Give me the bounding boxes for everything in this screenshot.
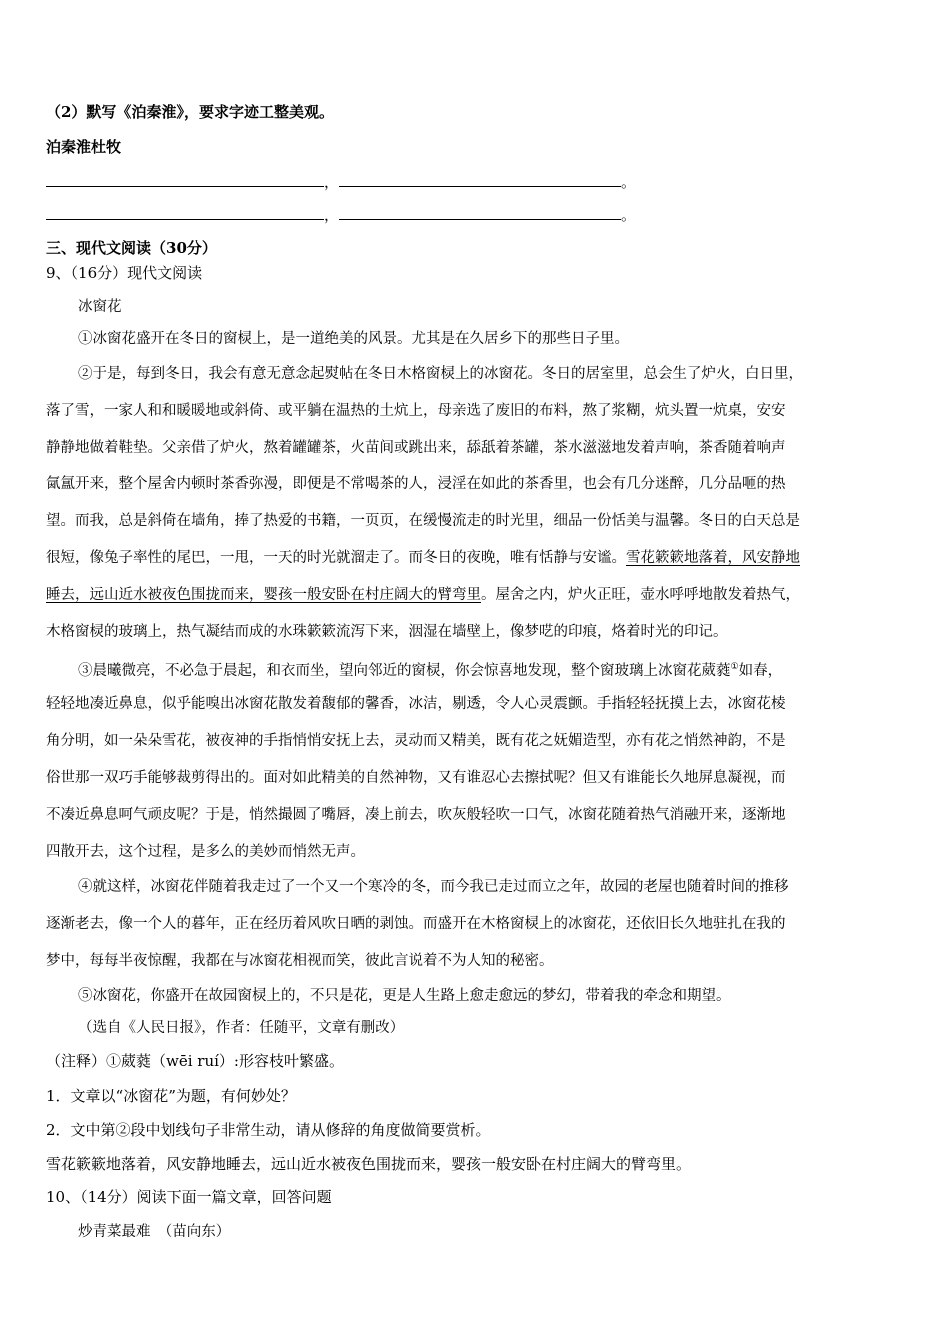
paragraph-2-line-6 xyxy=(46,548,800,568)
paragraph-4-line-1: ④就这样，冰窗花伴随着我走过了一个又一个寒冷的冬，而今我已走过而立之年，故园的老屋也随着时间的推移 xyxy=(78,879,789,895)
paragraph-3-line-3: 角分明，如一朵朵雪花，被夜神的手指悄悄安抚上去，灵动而又精美，既有花之妩媚造型，亦有花之悄然神韵，不是 xyxy=(46,733,786,749)
paragraph-3-line-4: 俗世那一双巧手能够裁剪得出的。面对如此精美的自然神物，又有谁忍心去擦拭呢？但又有谁能长久地屏息凝视，而 xyxy=(46,770,786,786)
paragraph-2-line-5: 望。而我，总是斜倚在墙角，捧了热爱的书籍，一页页，在缓慢流走的时光里，细品一份恬美与温馨。冬日的白天总是 xyxy=(46,513,800,529)
paragraph-5: ⑤冰窗花，你盛开在故园窗棂上的，不只是花，更是人生路上愈走愈远的梦幻，带着我的牵念和期望。 xyxy=(78,988,731,1004)
q9-label: 9、（16分）现代文阅读 xyxy=(46,264,203,282)
paragraph-2-line-2: 落了雪，一家人和和暖暖地或斜倚、或平躺在温热的土炕上，母亲选了废旧的布料，熬了浆糊，炕头置一炕桌，安安 xyxy=(46,403,786,419)
paragraph-4-line-2: 逐渐老去，像一个人的暮年，正在经历着风吹日晒的剥蚀。而盛开在木格窗棂上的冰窗花，还依旧长久地驻扎在我的 xyxy=(46,916,786,932)
task2-heading: （2）默写《泊秦淮》，要求字迹工整美观。 xyxy=(46,103,334,121)
underlined-sentence-part-2: 睡去，远山近水被夜色围拢而来，婴孩一般安卧在村庄阔大的臂弯里 xyxy=(46,587,481,603)
underlined-sentence-part-1: 雪花簌簌地落着，风安静地 xyxy=(626,550,800,566)
sub-question-1: 1．文章以“冰窗花”为题，有何妙处？ xyxy=(46,1087,296,1105)
paragraph-3-line-1 xyxy=(78,657,782,681)
essay-title: 冰窗花 xyxy=(78,299,122,315)
q10-essay-title: 炒青菜最难 （苗向东） xyxy=(78,1224,231,1240)
period: 。 xyxy=(621,173,637,191)
blank-1[interactable] xyxy=(46,172,324,187)
paragraph-2-line-8: 木格窗棂的玻璃上，热气凝结而成的水珠簌簌流泻下来，洇湿在墙壁上，像梦呓的印痕，烙着时光的印记。 xyxy=(46,624,728,640)
blank-3[interactable] xyxy=(46,205,324,220)
footnote: （注释）①葳蕤（wēi ruí）:形容枝叶繁盛。 xyxy=(46,1052,344,1070)
quoted-sentence: 雪花簌簌地落着，风安静地睡去，远山近水被夜色围拢而来，婴孩一般安卧在村庄阔大的臂弯里。 xyxy=(46,1155,692,1173)
poem-title-author: 泊秦淮杜牧 xyxy=(46,138,122,156)
paragraph-3-line-6: 四散开去，这个过程，是多么的美妙而悄然无声。 xyxy=(46,844,365,860)
footnote-marker: ① xyxy=(730,662,739,672)
paragraph-3-line-2: 轻轻地凑近鼻息，似乎能嗅出冰窗花散发着馥郁的馨香，冰洁，剔透，令人心灵震颤。手指轻轻抚摸上去，冰窗花棱 xyxy=(46,696,786,712)
section3-heading: 三、现代文阅读（30分） xyxy=(46,239,217,257)
paragraph-1: ①冰窗花盛开在冬日的窗棂上，是一道绝美的风景。尤其是在久居乡下的那些日子里。 xyxy=(78,331,629,347)
q10-label: 10、（14分）阅读下面一篇文章，回答问题 xyxy=(46,1188,332,1206)
paragraph-2-line-1: ②于是，每到冬日，我会有意无意念起熨帖在冬日木格窗棂上的冰窗花。冬日的居室里，总会生了炉火，白日里， xyxy=(78,366,803,382)
comma: ， xyxy=(324,206,340,224)
fill-line-2 xyxy=(46,205,636,225)
sub-question-2: 2．文中第②段中划线句子非常生动，请从修辞的角度做简要赏析。 xyxy=(46,1121,491,1139)
paragraph-3-line-1-end: 如春， xyxy=(738,662,783,679)
paragraph-2-line-7 xyxy=(46,585,800,605)
paragraph-2-line-6-text: 很短，像兔子率性的尾巴，一甩，一天的时光就溜走了。而冬日的夜晚，唯有恬静与安谧。 xyxy=(46,550,626,566)
paragraph-4-line-3: 梦中，每每半夜惊醒，我都在与冰窗花相视而笑，彼此言说着不为人知的秘密。 xyxy=(46,953,554,969)
paragraph-3-line-5: 不凑近鼻息呵气顽皮呢？于是，悄然撮圆了嘴唇，凑上前去，吹灰般轻吹一口气，冰窗花随着热气消融开来，逐渐地 xyxy=(46,807,786,823)
paragraph-2-line-7-rest: 。屋舍之内，炉火正旺，壶水呼呼地散发着热气， xyxy=(481,587,800,603)
period: 。 xyxy=(621,206,637,224)
blank-2[interactable] xyxy=(339,172,621,187)
source-line: （选自《人民日报》，作者：任随平，文章有删改） xyxy=(78,1020,405,1036)
paragraph-2-line-3: 静静地做着鞋垫。父亲借了炉火，熬着罐罐茶，火苗间或跳出来，舔舐着茶罐，茶水滋滋地发着声响，茶香随着响声 xyxy=(46,440,786,456)
fill-line-1 xyxy=(46,172,636,192)
paragraph-2-line-4: 氤氲开来，整个屋舍内顿时茶香弥漫，即便是不常喝茶的人，浸淫在如此的茶香里，也会有几分迷醉，几分品咂的热 xyxy=(46,476,786,492)
blank-4[interactable] xyxy=(339,205,621,220)
paragraph-3-line-1-text: ③晨曦微亮，不必急于晨起，和衣而坐，望向邻近的窗棂，你会惊喜地发现，整个窗玻璃上冰窗花葳蕤 xyxy=(78,662,731,679)
comma: ， xyxy=(324,173,340,191)
